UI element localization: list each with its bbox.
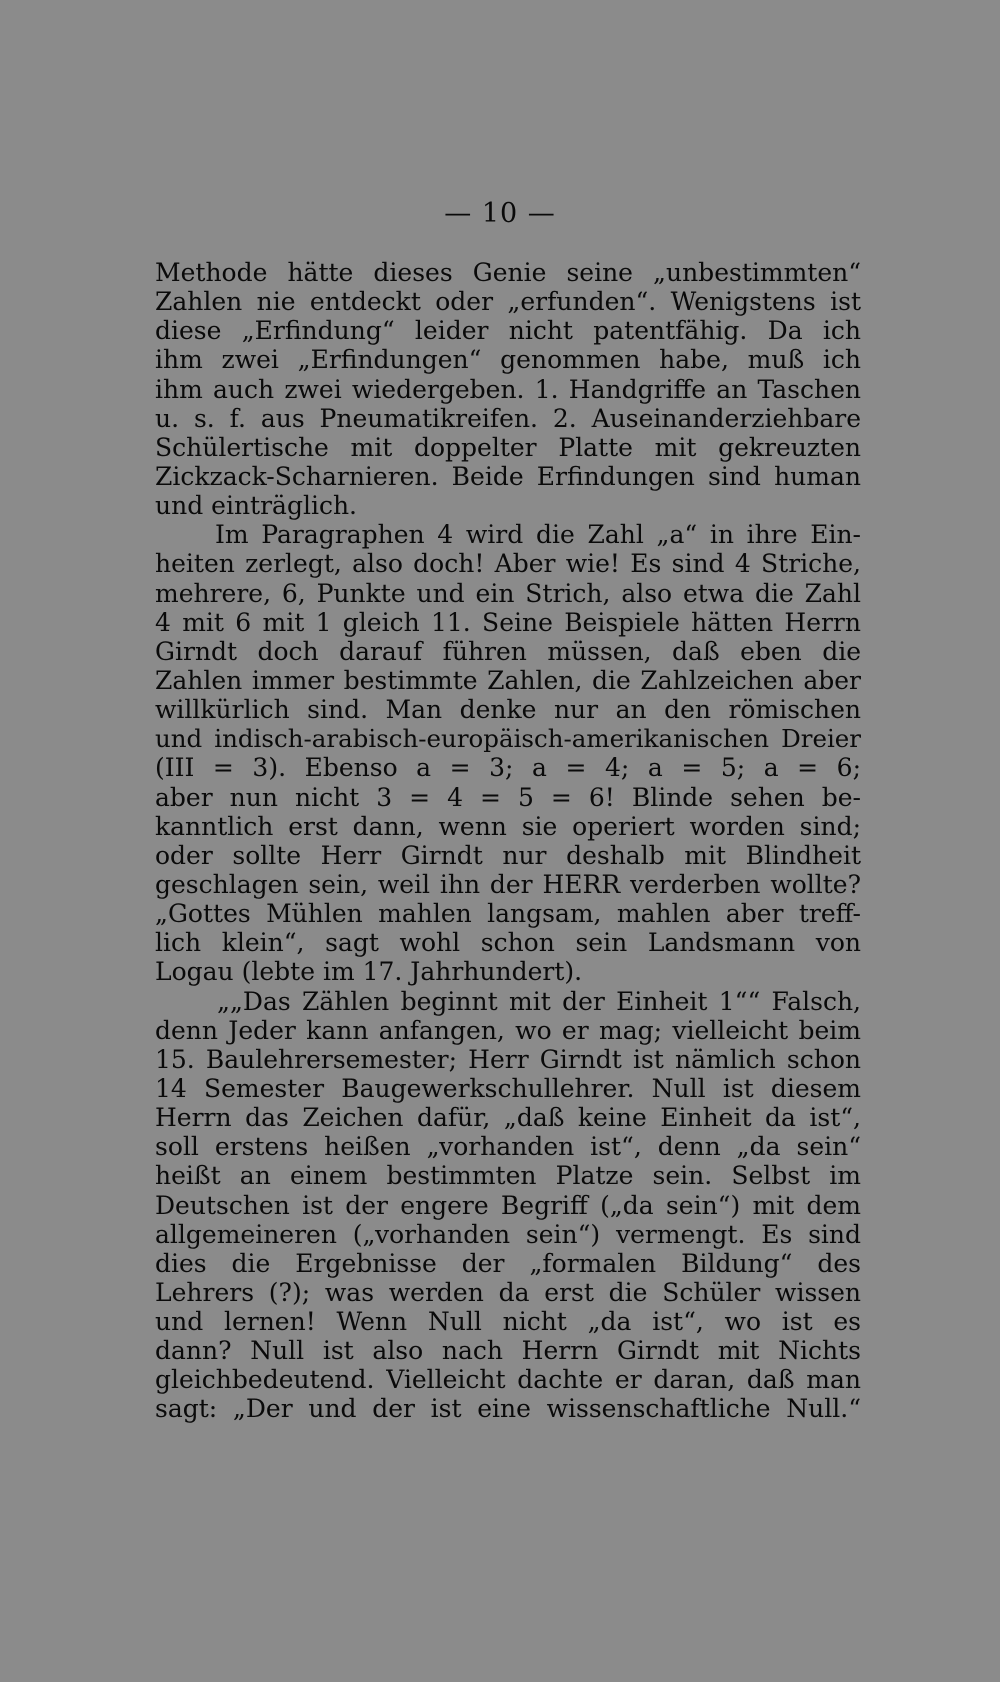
text-line: und indisch-arabisch-europäisch-amerikanischen Dreier (155, 724, 861, 754)
text-line: Deutschen ist der engere Begriff („da sein“) mit dem (155, 1190, 861, 1220)
text-line: dann? Null ist also nach Herrn Girndt mit Nichts (155, 1336, 861, 1366)
text-line: Zahlen nie entdeckt oder „erfunden“. Wenigstens ist (155, 287, 861, 317)
text-line: dies die Ergebnisse der „formalen Bildung“ des (155, 1248, 861, 1278)
text-line: kanntlich erst dann, wenn sie operiert worden sind; (155, 811, 861, 841)
text-line: ihm zwei „Erfindungen“ genommen habe, muß ich (155, 345, 861, 375)
text-line: und lernen! Wenn Null nicht „da ist“, wo ist es (155, 1307, 861, 1337)
text-line: und einträglich. (155, 491, 357, 521)
text-line: Zickzack-Scharnieren. Beide Erfindungen sind human (155, 461, 861, 491)
text-line: Methode hätte dieses Genie seine „unbestimmten“ (155, 258, 861, 287)
text-line: denn Jeder kann anfangen, wo er mag; vielleicht beim (155, 1015, 861, 1045)
text-line: soll erstens heißen „vorhanden ist“, denn „da sein“ (155, 1132, 861, 1162)
body-text (155, 258, 861, 1424)
text-line: Herrn das Zeichen dafür, „daß keine Einheit da ist“, (155, 1103, 861, 1133)
text-line: (III = 3). Ebenso a = 3; a = 4; a = 5; a = 6; (155, 753, 861, 783)
text-line: Girndt doch darauf führen müssen, daß eben die (155, 636, 861, 666)
text-line: diese „Erfindung“ leider nicht patentfähig. Da ich (155, 316, 861, 346)
text-line: 14 Semester Baugewerkschullehrer. Null ist diesem (155, 1073, 861, 1103)
text-line: 4 mit 6 mit 1 gleich 11. Seine Beispiele hätten Herrn (155, 607, 861, 637)
text-line: willkürlich sind. Man denke nur an den römischen (155, 695, 861, 725)
text-line: allgemeineren („vorhanden sein“) vermengt. Es sind (155, 1219, 861, 1249)
text-line: „„Das Zählen beginnt mit der Einheit 1““ Falsch, (217, 986, 861, 1016)
text-line: geschlagen sein, weil ihn der HERR verderben wollte? (155, 869, 861, 899)
text-line: Logau (lebte im 17. Jahrhundert). (155, 957, 583, 987)
text-line: „Gottes Mühlen mahlen langsam, mahlen aber treff- (155, 899, 861, 929)
text-line: lich klein“, sagt wohl schon sein Landsmann von (155, 928, 861, 958)
text-line: Schülertische mit doppelter Platte mit gekreuzten (155, 432, 861, 462)
text-line: heißt an einem bestimmten Platze sein. Selbst im (155, 1161, 861, 1191)
text-line: aber nun nicht 3 = 4 = 5 = 6! Blinde sehen be- (155, 782, 861, 812)
page-number: — 10 — (444, 198, 556, 229)
text-line: Zahlen immer bestimmte Zahlen, die Zahlzeichen aber (155, 665, 861, 695)
text-line: oder sollte Herr Girndt nur deshalb mit Blindheit (155, 840, 861, 870)
text-line: Im Paragraphen 4 wird die Zahl „a“ in ihre Ein- (215, 520, 861, 550)
text-line: u. s. f. aus Pneumatikreifen. 2. Auseinanderziehbare (155, 403, 861, 433)
text-line: Lehrers (?); was werden da erst die Schüler wissen (155, 1277, 861, 1307)
text-line: ihm auch zwei wiedergeben. 1. Handgriffe an Taschen (155, 374, 861, 404)
text-line: gleichbedeutend. Vielleicht dachte er daran, daß man (155, 1365, 861, 1395)
text-line: 15. Baulehrersemester; Herr Girndt ist nämlich schon (155, 1044, 861, 1074)
text-line: heiten zerlegt, also doch! Aber wie! Es sind 4 Striche, (155, 549, 861, 579)
text-line: sagt: „Der und der ist eine wissenschaftliche Null.“ (155, 1394, 861, 1424)
text-line: mehrere, 6, Punkte und ein Strich, also etwa die Zahl (155, 578, 861, 608)
